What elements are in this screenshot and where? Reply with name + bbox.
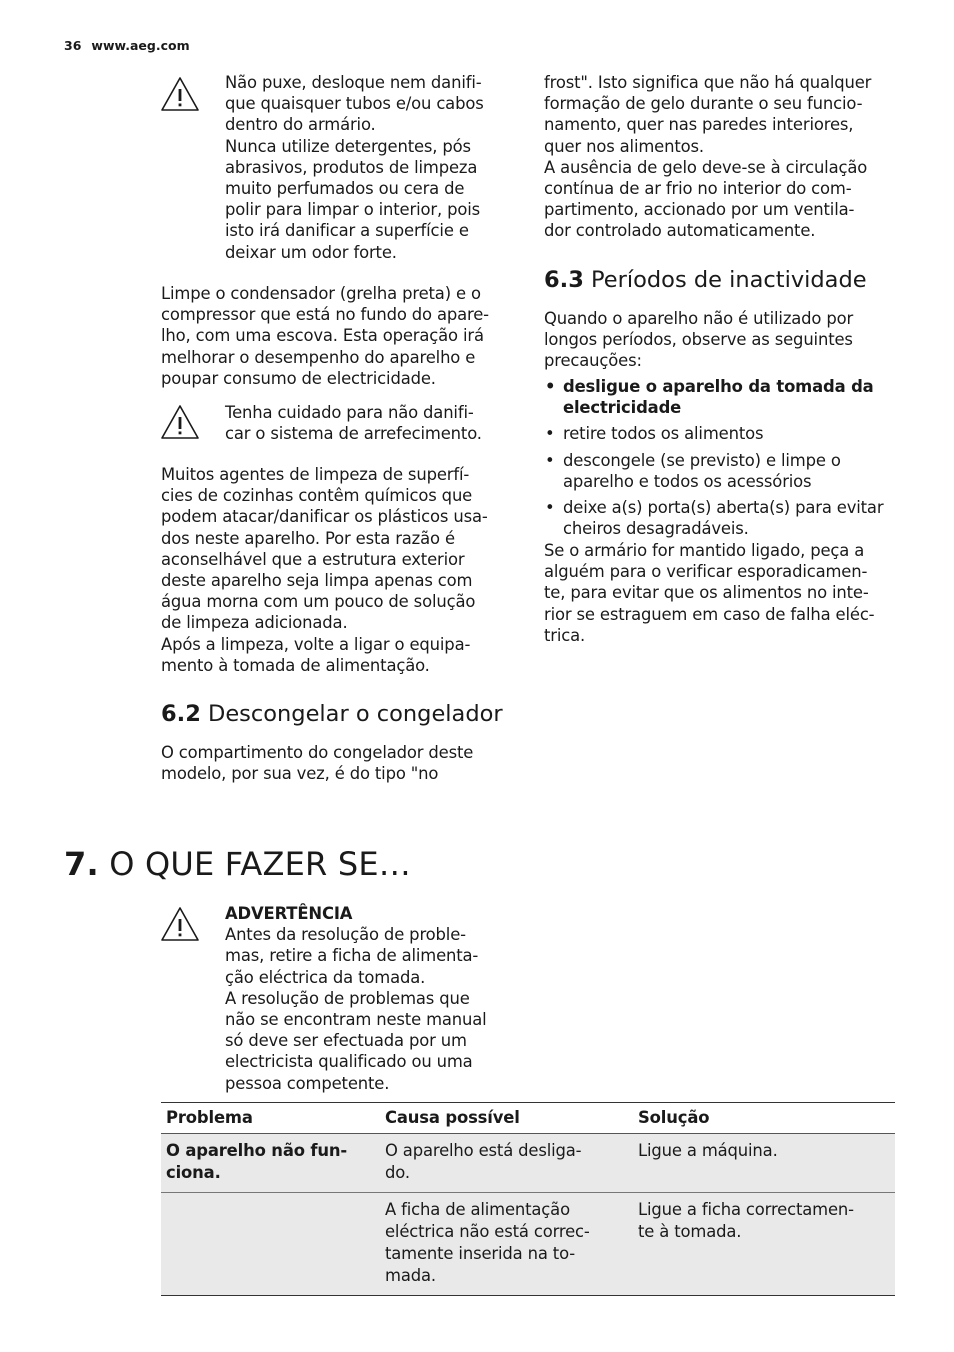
warning-triangle-icon [160, 404, 200, 440]
paragraph-freezer: O compartimento do congelador deste modelo, por sua vez, é do tipo "no [161, 743, 474, 784]
section-title: Descongelar o congelador [208, 701, 503, 727]
warning-text-1: Não puxe, desloque nem danifi- que quaisquer tubos e/ou cabos dentro do armário. Nunca utilize detergentes, pós abrasivos, produtos de limpeza muito perfumados ou cera de polir para limpar o interior, pois isto irá danificar a superfície e deixar um odor forte. [225, 73, 484, 262]
list-item: • descongele (se previsto) e limpe o aparelho e todos os acessórios [544, 450, 904, 492]
warning-text-2: Tenha cuidado para não danifi- car o sistema de arrefecimento. [225, 403, 482, 444]
page-header [64, 38, 200, 53]
chapter-title: O QUE FAZER SE… [109, 845, 411, 883]
paragraph-cleaning-agents: Muitos agentes de limpeza de superfí- cies de cozinhas contêm químicos que podem atacar/danificar os plásticos usa- dos neste aparelho. Por esta razão é aconselhável que a estrutura exterior deste aparelho seja limpa apenas com água morna com um pouco de solução de limpeza adicionada. Após a limpeza, volte a ligar o equipa- mento à tomada de alimentação. [161, 465, 488, 675]
paragraph-frost: frost". Isto significa que não há qualquer formação de gelo durante o seu funcio- namento, quer nas paredes interiores, quer nos alimentos. A ausência de gelo deve-se à circulação contínua de ar frio no interior do com- partimento, accionado por um ventila- dor controlado automaticamente. [544, 73, 872, 241]
page-number: 36 [64, 38, 82, 53]
precautions-list [544, 376, 904, 539]
section-heading-6-2 [161, 700, 503, 728]
column-header-problem: Problema [161, 1103, 380, 1134]
warning-triangle-icon [160, 906, 200, 942]
chapter-heading-7 [64, 844, 411, 884]
table-cell-solution: Ligue a máquina. [633, 1134, 895, 1193]
table-row [161, 1193, 895, 1296]
warning-block-advertencia [225, 903, 525, 1094]
paragraph-left-on: Se o armário for mantido ligado, peça a alguém para o verificar esporadicamen- te, para evitar que os alimentos no inte- rior se estraguem em caso de falha eléc- trica. [544, 541, 875, 645]
table-header-row [161, 1103, 895, 1134]
warning-text: Antes da resolução de proble- mas, retire a ficha de alimenta- ção eléctrica da tomada. A resolução de problemas que não se encontram neste manual só deve ser efectuada por um electricista qualificado ou uma pessoa competente. [225, 925, 487, 1093]
table-cell-solution: Ligue a ficha correctamen- te à tomada. [633, 1193, 895, 1296]
section-title: Períodos de inactividade [591, 267, 867, 293]
column-header-cause: Causa possível [380, 1103, 633, 1134]
section-number: 6.2 [161, 701, 201, 727]
section-number: 6.3 [544, 267, 584, 293]
warning-triangle-icon [160, 76, 200, 112]
paragraph-inactivity: Quando o aparelho não é utilizado por longos períodos, observe as seguintes precauções: [544, 309, 854, 371]
warning-title: ADVERTÊNCIA [225, 904, 353, 923]
column-header-solution: Solução [633, 1103, 895, 1134]
site-url: www.aeg.com [91, 38, 190, 53]
table-cell-cause: A ficha de alimentação eléctrica não está correc- tamente inserida na to- mada. [380, 1193, 633, 1296]
list-item: • deixe a(s) porta(s) aberta(s) para evitar cheiros desagradáveis. [544, 497, 904, 539]
paragraph-condenser: Limpe o condensador (grelha preta) e o compressor que está no fundo do apare- lho, com uma escova. Esta operação irá melhorar o desempenho do aparelho e poupar consumo de electricidade. [161, 284, 489, 388]
troubleshooting-table [161, 1102, 895, 1296]
table-cell-problem [161, 1193, 380, 1296]
list-item: • desligue o aparelho da tomada da electricidade [544, 376, 904, 418]
list-item: • retire todos os alimentos [544, 423, 904, 444]
chapter-number: 7. [64, 845, 99, 883]
table-row [161, 1134, 895, 1193]
table-cell-problem: O aparelho não fun- ciona. [161, 1134, 380, 1193]
section-heading-6-3 [544, 266, 867, 294]
table-cell-cause: O aparelho está desliga- do. [380, 1134, 633, 1193]
